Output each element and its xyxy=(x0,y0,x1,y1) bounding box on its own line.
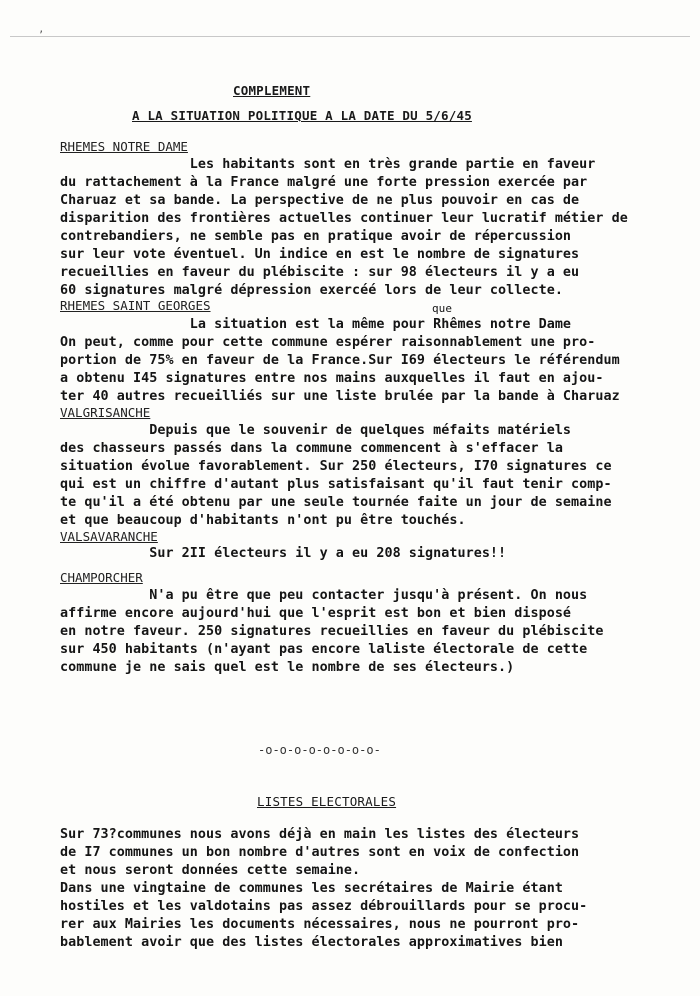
text-line: Sur 73?communes nous avons déjà en main les listes des électeurs xyxy=(60,827,580,842)
text-line: commune je ne sais quel est le nombre de ses électeurs.) xyxy=(60,660,515,675)
text-line: en notre faveur. 250 signatures recueillies en faveur du plébiscite xyxy=(60,624,604,639)
text-line: Charuaz et sa bande. La perspective de ne plus pouvoir en cas de xyxy=(60,193,580,208)
heading-listes-electorales: LISTES ELECTORALES xyxy=(257,794,397,809)
separator: -o-o-o-o-o-o-o-o- xyxy=(258,743,381,757)
superscript-correction: que xyxy=(432,302,453,315)
text-line: a obtenu I45 signatures entre nos mains auxquelles il faut en ajou- xyxy=(60,371,604,386)
text-line: te qu'il a été obtenu par une seule tournée faite un jour de semaine xyxy=(60,495,612,510)
text-line: qui est un chiffre d'autant plus satisfaisant qu'il faut tenir comp- xyxy=(60,477,612,492)
heading-champorcher: CHAMPORCHER xyxy=(60,570,143,585)
text-line: Dans une vingtaine de communes les secrétaires de Mairie étant xyxy=(60,881,563,896)
text-line: Depuis que le souvenir de quelques méfaits matériels xyxy=(60,423,572,438)
text-line: portion de 75% en faveur de la France.Sur I69 électeurs le référendum xyxy=(60,353,620,368)
text-line: On peut, comme pour cette commune espérer raisonnablement une pro- xyxy=(60,335,596,350)
text-line: des chasseurs passés dans la commune commencent à s'effacer la xyxy=(60,441,563,456)
text-line: hostiles et les valdotains pas assez débrouillards pour se procu- xyxy=(60,899,588,914)
heading-valsavaranche: VALSAVARANCHE xyxy=(60,529,158,544)
text-line: contrebandiers, ne semble pas en pratique avoir de répercussion xyxy=(60,229,572,244)
text-line: ter 40 autres recueilliés sur une liste brulée par la bande à Charuaz xyxy=(60,389,620,404)
text-line: recueillies en faveur du plébiscite : sur 98 électeurs il y a eu xyxy=(60,265,580,280)
text-line: situation évolue favorablement. Sur 250 électeurs, I70 signatures ce xyxy=(60,459,612,474)
text-line: disparition des frontières actuelles continuer leur lucratif métier de xyxy=(60,211,628,226)
text-line: et que beaucoup d'habitants n'ont pu être touchés. xyxy=(60,513,466,528)
text-line: N'a pu être que peu contacter jusqu'à présent. On nous xyxy=(60,588,588,603)
corner-mark: ’ xyxy=(38,30,45,41)
text-line: affirme encore aujourd'hui que l'esprit est bon et bien disposé xyxy=(60,606,572,621)
heading-valgrisanche: VALGRISANCHE xyxy=(60,405,151,420)
text-line: sur leur vote éventuel. Un indice en est le nombre de signatures xyxy=(60,247,580,262)
text-line: sur 450 habitants (n'ayant pas encore laliste électorale de cette xyxy=(60,642,588,657)
heading-rhemes-saint-georges: RHEMES SAINT GEORGES xyxy=(60,298,211,313)
text-line: de I7 communes un bon nombre d'autres sont en voix de confection xyxy=(60,845,580,860)
page-edge xyxy=(10,36,690,37)
text-line: La situation est la même pour Rhêmes notre Dame xyxy=(60,317,572,332)
text-line: du rattachement à la France malgré une forte pression exercée par xyxy=(60,175,588,190)
text-line: et nous seront données cette semaine. xyxy=(60,863,361,878)
text-line: bablement avoir que des listes électorales approximatives bien xyxy=(60,935,563,950)
title-situation: A LA SITUATION POLITIQUE A LA DATE DU 5/6/45 xyxy=(132,108,472,123)
heading-rhemes-notre-dame: RHEMES NOTRE DAME xyxy=(60,139,188,154)
text-line: Les habitants sont en très grande partie en faveur xyxy=(60,157,596,172)
text-line: rer aux Mairies les documents nécessaires, nous ne pourront pro- xyxy=(60,917,580,932)
title-complement: COMPLEMENT xyxy=(233,83,311,98)
text-line: 60 signatures malgré dépression exercéé lors de leur collecte. xyxy=(60,283,563,298)
text-line: Sur 2II électeurs il y a eu 208 signatures!! xyxy=(60,546,507,561)
